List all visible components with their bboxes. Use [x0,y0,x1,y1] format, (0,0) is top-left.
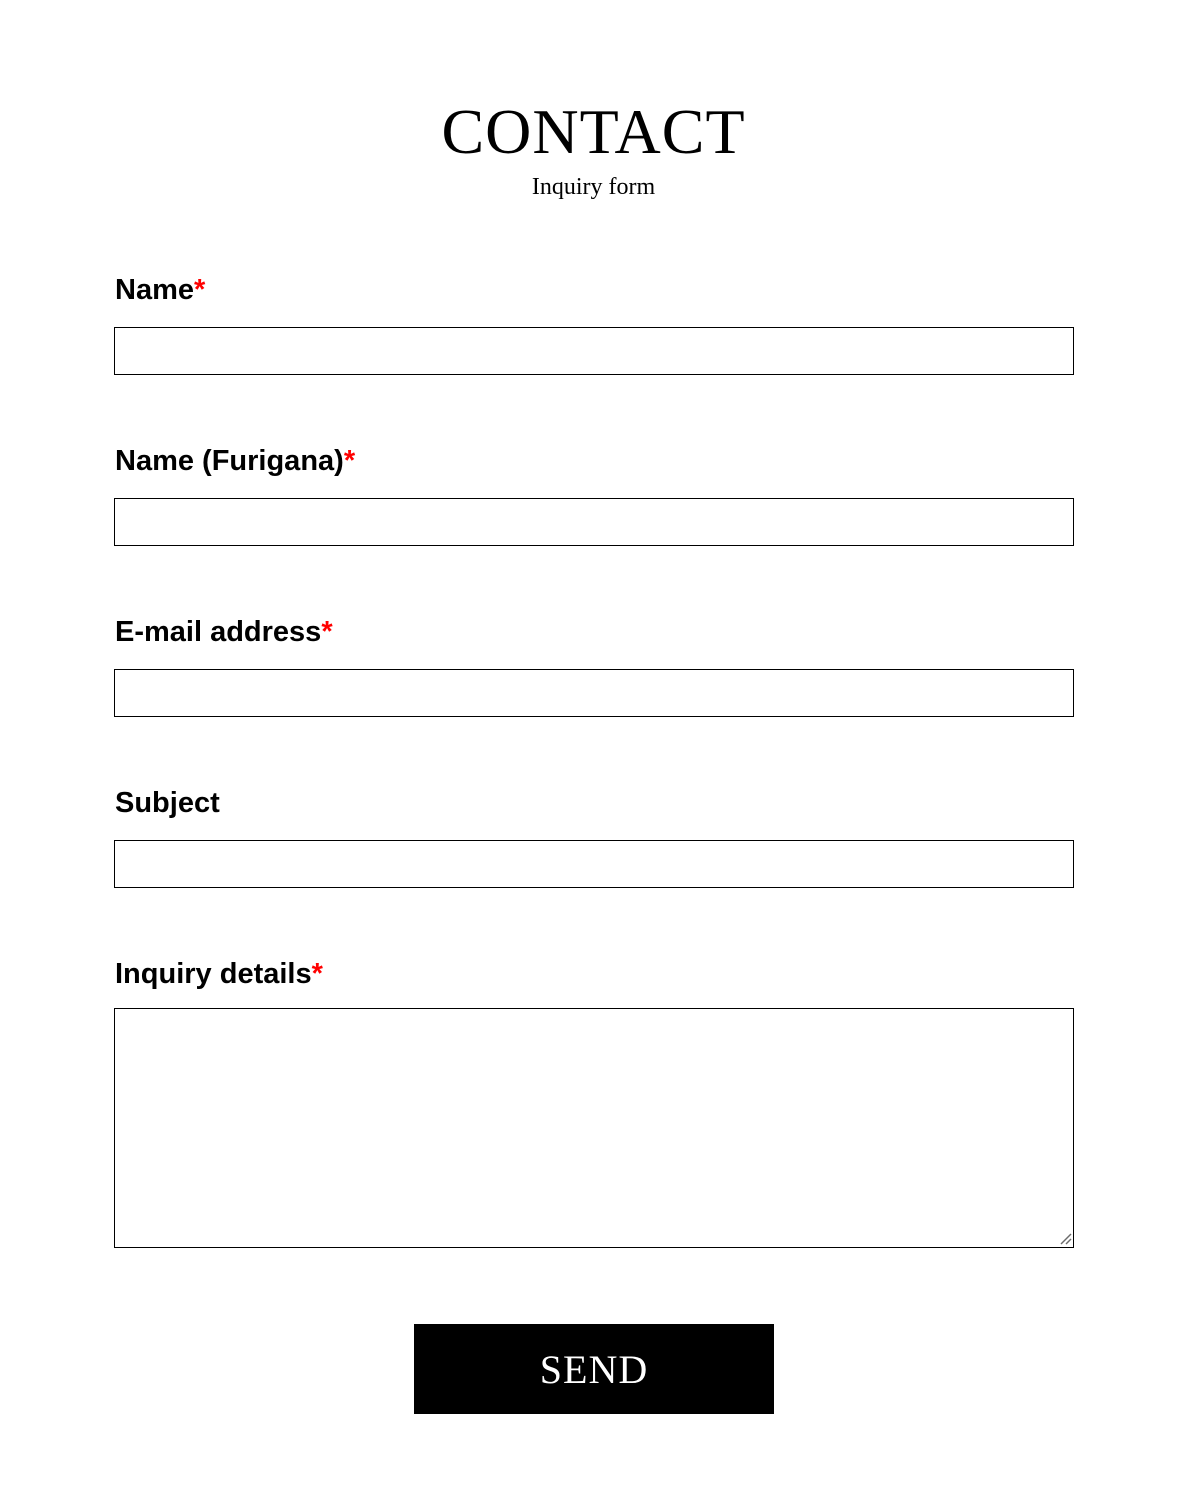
inquiry-details-label-text: Inquiry details [115,958,312,990]
name-label-text: Name [115,274,194,306]
send-button[interactable]: SEND [414,1324,774,1414]
inquiry-details-label [115,957,323,991]
page-title: CONTACT [441,96,746,167]
required-asterisk: * [311,958,323,990]
name-input[interactable] [114,327,1074,375]
furigana-label-text: Name (Furigana) [115,445,344,477]
required-asterisk: * [194,274,206,306]
name-label [115,273,205,307]
required-asterisk: * [321,616,333,648]
subject-label-text: Subject [115,787,220,819]
inquiry-details-textarea[interactable] [114,1008,1074,1248]
email-label [115,615,333,649]
subject-input[interactable] [114,840,1074,888]
resize-grip-icon[interactable] [1058,1231,1072,1245]
required-asterisk: * [343,445,356,477]
page-subtitle: Inquiry form [531,174,656,200]
furigana-input[interactable] [114,498,1074,546]
email-label-text: E-mail address [115,616,322,648]
furigana-label [115,444,355,478]
email-input[interactable] [114,669,1074,717]
subject-label [115,786,220,820]
